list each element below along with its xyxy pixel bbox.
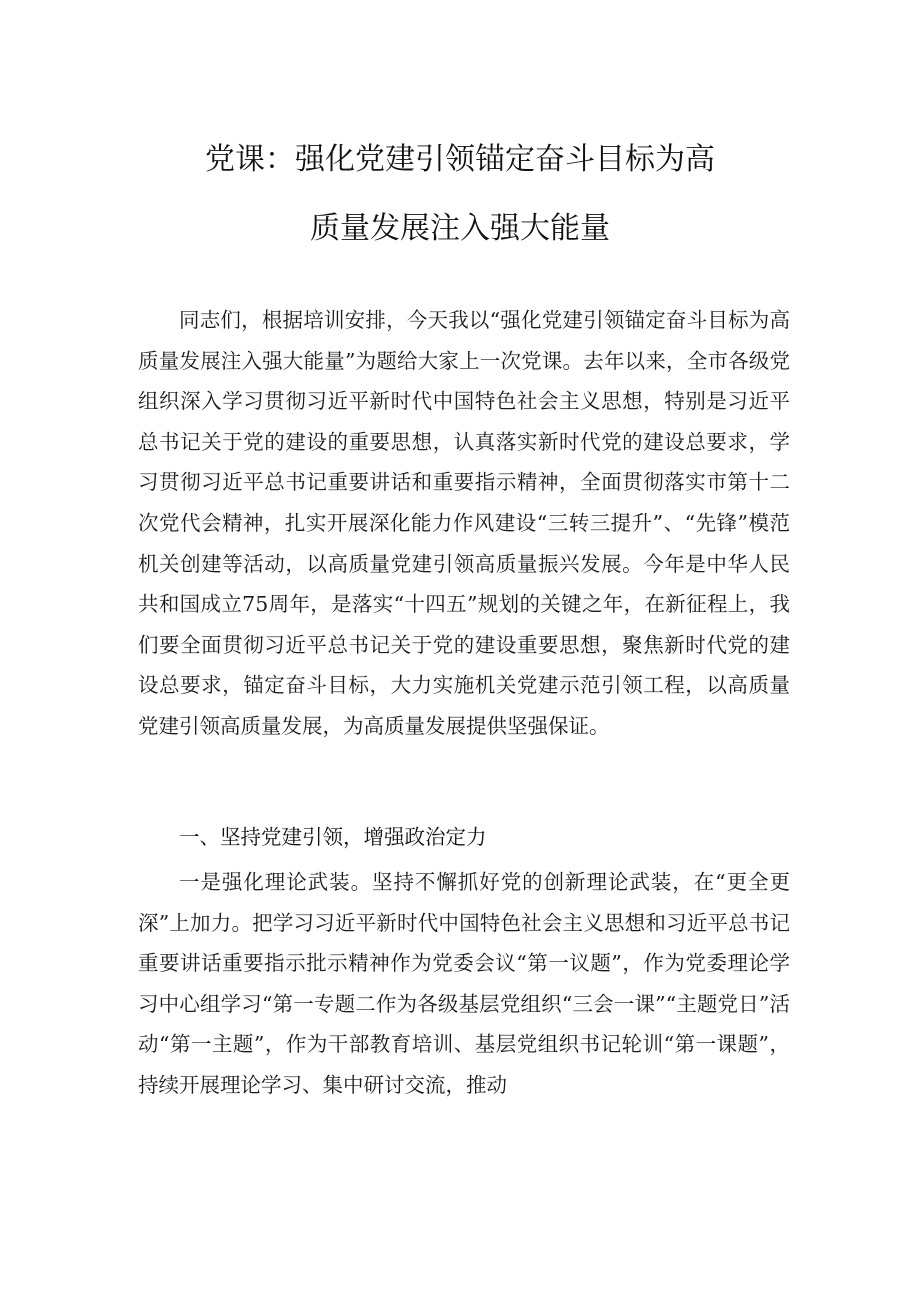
document-title-line-2: 质量发展注入强大能量 [310,211,610,246]
section-paragraph: 一是强化理论武装。坚持不懈抓好党的创新理论武装，在“更全更深”上加力。把学习习近平新时代中国特色社会主义思想和习近平总书记重要讲话重要指示批示精神作为党委会议“第一议题”，作为党委理论学习中心组学习“第一专题二作为各级基层党组织“三会一课”“主题党日”活动“第一主题”，作为干部教育培训、基层党组织书记轮训“第一课题”，持续开展理论学习、集中研讨交流，推动 [138,870,790,1097]
intro-paragraph: 同志们，根据培训安排，今天我以“强化党建引领锚定奋斗目标为高质量发展注入强大能量”为题给大家上一次党课。去年以来，全市各级党组织深入学习贯彻习近平新时代中国特色社会主义思想，特别是习近平总书记关于党的建设的重要思想，认真落实新时代党的建设总要求，学习贯彻习近平总书记重要讲话和重要指示精神，全面贯彻落实市第十二次党代会精神，扎实开展深化能力作风建设“三转三提升”、“先锋”模范机关创建等活动，以高质量党建引领高质量振兴发展。今年是中华人民共和国成立75周年，是落实“十四五”规划的关键之年，在新征程上，我们要全面贯彻习近平总书记关于党的建设重要思想，聚焦新时代党的建设总要求，锚定奋斗目标，大力实施机关党建示范引领工程，以高质量党建引领高质量发展，为高质量发展提供坚强保证。 [138,308,790,738]
document-title-line-1: 党课：强化党建引领锚定奋斗目标为高 [205,142,715,177]
section-heading: 一、坚持党建引领，增强政治定力 [179,825,487,849]
